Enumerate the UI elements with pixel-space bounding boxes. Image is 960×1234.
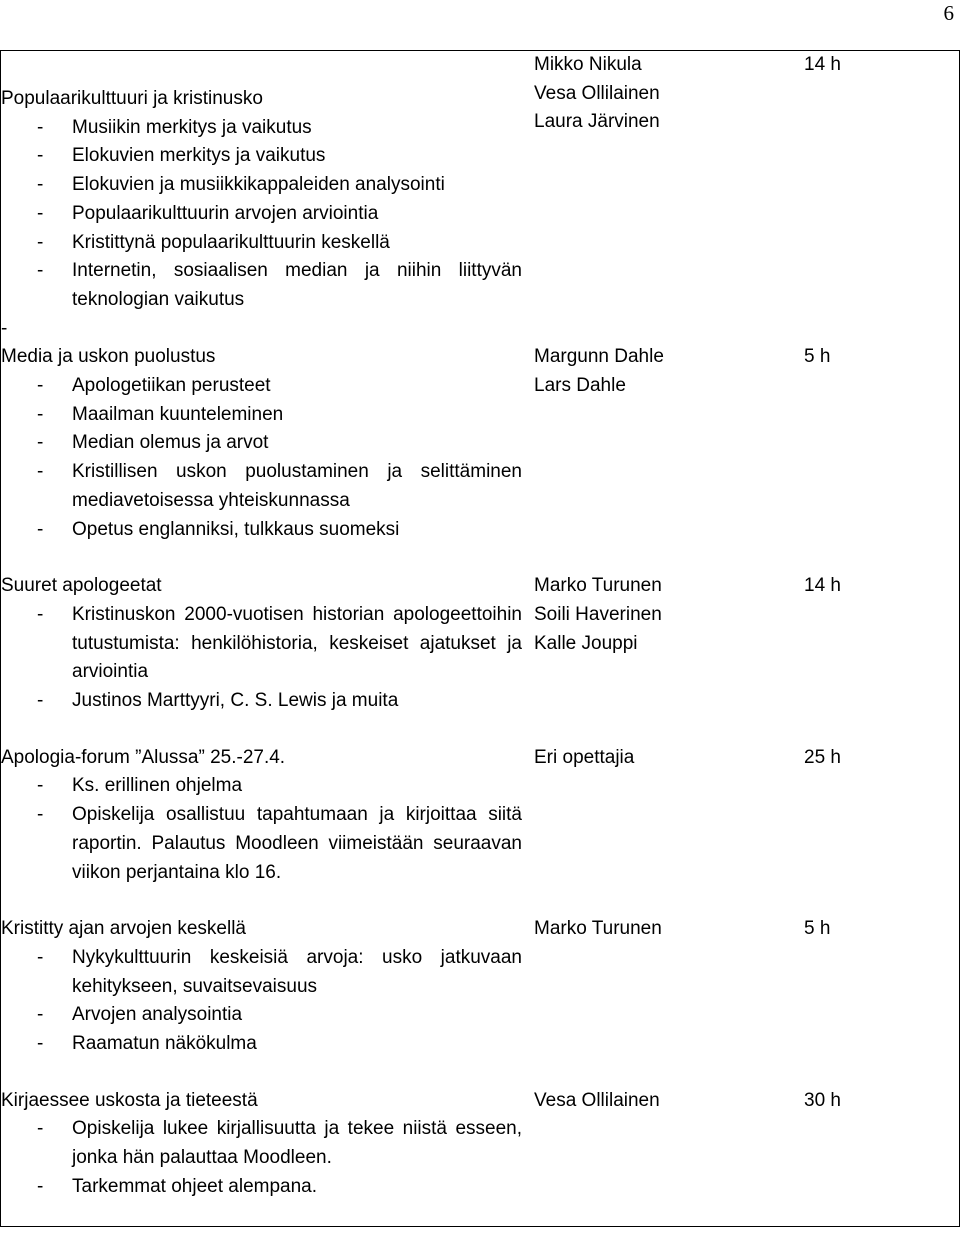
teacher-name: Margunn Dahle xyxy=(534,346,664,368)
bullet-point: - Elokuvien merkitys ja vaikutus xyxy=(37,145,326,167)
course-row xyxy=(1,51,960,344)
topic-cell xyxy=(1,915,535,1087)
bullet-point: - Raamatun näkökulma xyxy=(37,1033,257,1055)
bullet-point: - Kristillisen uskon puolustaminen ja selittäminen mediavetoisessa yhteiskunnassa xyxy=(37,461,522,511)
bullet-point: - Populaarikulttuurin arvojen arviointia xyxy=(37,202,379,224)
teacher-cell xyxy=(534,572,804,744)
teacher-name: Marko Turunen xyxy=(534,575,662,597)
course-title: Populaarikulttuuri ja kristinusko xyxy=(1,88,263,109)
teacher-name: Vesa Ollilainen xyxy=(534,82,660,104)
bullet-point: - Opiskelija osallistuu tapahtumaan ja kirjoittaa siitä raportin. Palautus Moodleen viimeistään seuraavan viikon perjantaina klo 16. xyxy=(37,804,522,883)
teacher-name: Lars Dahle xyxy=(534,375,626,397)
bullet-point: - Musiikin merkitys ja vaikutus xyxy=(37,116,312,138)
hours-value: 14 h xyxy=(804,575,841,597)
bullet-point: - Internetin, sosiaalisen median ja niihin liittyvän teknologian vaikutus xyxy=(37,260,522,310)
hours-cell xyxy=(804,51,960,344)
bullet-point: - xyxy=(1,317,8,339)
teacher-cell xyxy=(534,51,804,344)
course-row xyxy=(1,572,960,744)
teacher-cell xyxy=(534,744,804,916)
course-title: Kirjaessee uskosta ja tieteestä xyxy=(1,1089,258,1111)
course-title: Media ja uskon puolustus xyxy=(1,346,216,368)
topic-cell xyxy=(1,572,535,744)
teacher-name: Marko Turunen xyxy=(534,918,662,940)
bullet-point: - Justinos Marttyyri, C. S. Lewis ja muita xyxy=(37,690,399,712)
topic-cell xyxy=(1,51,535,344)
course-title: Suuret apologeetat xyxy=(1,575,162,597)
course-row xyxy=(1,915,960,1087)
teacher-name: Laura Järvinen xyxy=(534,111,660,133)
bullet-point: - Apologetiikan perusteet xyxy=(37,375,271,397)
bullet-point: - Kristittynä populaarikulttuurin keskellä xyxy=(37,231,390,253)
course-row xyxy=(1,343,960,572)
hours-cell xyxy=(804,1087,960,1226)
course-title: Kristitty ajan arvojen keskellä xyxy=(1,918,246,940)
topic-cell xyxy=(1,744,535,916)
course-title: Apologia-forum ”Alussa” 25.-27.4. xyxy=(1,746,286,768)
bullet-point: - Ks. erillinen ohjelma xyxy=(37,775,243,797)
teacher-name: Eri opettajia xyxy=(534,746,635,768)
hours-cell xyxy=(804,915,960,1087)
bullet-point: - Opetus englanniksi, tulkkaus suomeksi xyxy=(37,518,400,540)
hours-value: 14 h xyxy=(804,54,841,75)
hours-cell xyxy=(804,744,960,916)
teacher-cell xyxy=(534,915,804,1087)
hours-cell xyxy=(804,572,960,744)
bullet-point: - Elokuvien ja musiikkikappaleiden analysointi xyxy=(37,174,445,196)
course-row xyxy=(1,1087,960,1226)
bullet-point: - Maailman kuunteleminen xyxy=(37,403,284,425)
hours-value: 25 h xyxy=(804,746,841,768)
page-number: 6 xyxy=(943,1,954,25)
course-table xyxy=(0,50,960,1227)
bullet-point: - Opiskelija lukee kirjallisuutta ja tekee niistä esseen, jonka hän palauttaa Moodleen. xyxy=(37,1118,522,1169)
course-row xyxy=(1,744,960,916)
bullet-point: - Arvojen analysointia xyxy=(37,1004,243,1026)
teacher-name: Kalle Jouppi xyxy=(534,632,638,654)
topic-cell xyxy=(1,1087,535,1226)
bullet-point: - Kristinuskon 2000-vuotisen historian apologeettoihin tutustumista: henkilöhistoria, keskeiset ajatukset ja arviointia xyxy=(37,603,522,683)
topic-cell xyxy=(1,343,535,572)
bullet-point: - Median olemus ja arvot xyxy=(37,432,269,454)
hours-cell xyxy=(804,343,960,572)
teacher-name: Soili Haverinen xyxy=(534,603,662,625)
teacher-cell xyxy=(534,343,804,572)
teacher-name: Vesa Ollilainen xyxy=(534,1089,660,1111)
bullet-point: - Nykykulttuurin keskeisiä arvoja: usko jatkuvaan kehitykseen, suvaitsevaisuus xyxy=(37,946,522,997)
bullet-point: - Tarkemmat ohjeet alempana. xyxy=(37,1175,318,1197)
hours-value: 30 h xyxy=(804,1089,841,1111)
hours-value: 5 h xyxy=(804,918,831,940)
hours-value: 5 h xyxy=(804,346,831,368)
teacher-name: Mikko Nikula xyxy=(534,54,642,75)
teacher-cell xyxy=(534,1087,804,1226)
